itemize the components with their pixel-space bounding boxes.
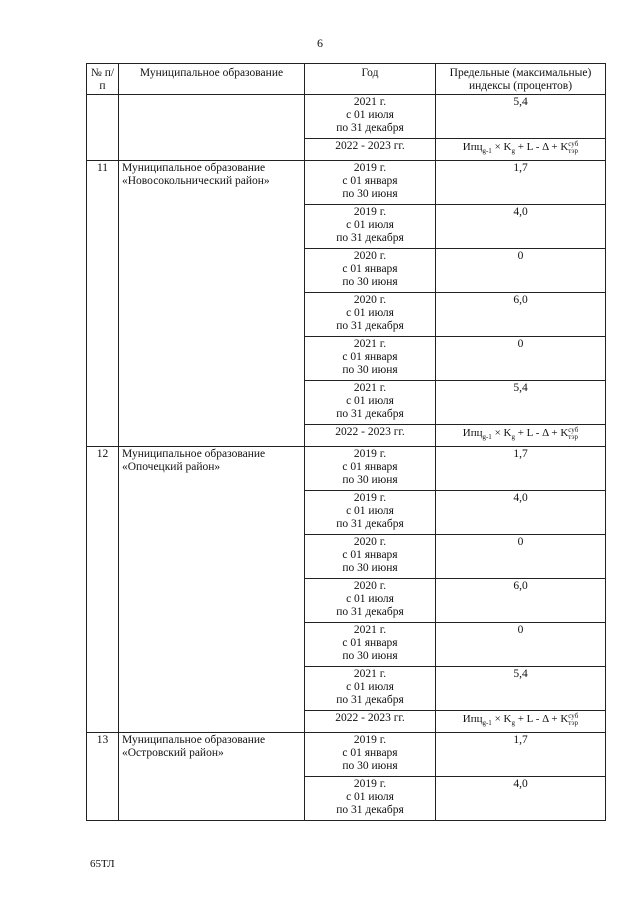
index-value: 6,0	[436, 293, 606, 337]
period-cell: 2022 - 2023 гг.	[305, 711, 436, 733]
municipality-name	[119, 95, 305, 161]
formula-k-sub: g	[511, 433, 515, 442]
index-value: 0	[436, 337, 606, 381]
table-row	[87, 447, 606, 491]
formula-sup: суб	[568, 425, 579, 434]
formula-mid: + L - Δ + K	[514, 713, 569, 726]
formula-sub: тэр	[568, 146, 579, 155]
table-row	[87, 161, 606, 205]
period-cell: 2022 - 2023 гг.	[305, 425, 436, 447]
index-value: 5,4	[436, 381, 606, 425]
formula-times: × K	[491, 141, 512, 154]
tariff-index-table	[86, 63, 606, 821]
formula-times: × K	[491, 427, 512, 440]
formula-prefix: Ипц	[462, 141, 483, 154]
document-code: 65ТЛ	[90, 858, 115, 870]
page-number: 6	[317, 36, 323, 50]
formula-sup: суб	[568, 139, 579, 148]
period-cell: 2019 г. с 01 июля по 31 декабря	[305, 205, 436, 249]
formula-prefix: Ипц	[462, 427, 483, 440]
period-cell: 2021 г. с 01 июля по 31 декабря	[305, 667, 436, 711]
municipality-name: Муниципальное образование «Новосокольнический район»	[119, 161, 305, 447]
index-formula-cell	[436, 139, 606, 161]
period-cell: 2019 г. с 01 января по 30 июня	[305, 733, 436, 777]
formula-sub: тэр	[568, 718, 579, 727]
index-value: 1,7	[436, 161, 606, 205]
formula-sup: суб	[568, 711, 579, 720]
table-row	[87, 733, 606, 777]
formula-prefix-sub: g-1	[482, 147, 492, 156]
period-cell: 2021 г. с 01 июля по 31 декабря	[305, 95, 436, 139]
formula-k-sub: g	[511, 147, 515, 156]
header-year: Год	[305, 64, 436, 95]
period-cell: 2021 г. с 01 января по 30 июня	[305, 337, 436, 381]
header-num: № п/п	[87, 64, 119, 95]
header-municipality: Муниципальное образование	[119, 64, 305, 95]
formula	[462, 425, 579, 442]
formula-prefix: Ипц	[462, 713, 483, 726]
municipality-name: Муниципальное образование «Островский район»	[119, 733, 305, 821]
period-cell: 2019 г. с 01 января по 30 июня	[305, 447, 436, 491]
period-cell: 2020 г. с 01 января по 30 июня	[305, 535, 436, 579]
row-number: 13	[87, 733, 119, 821]
formula-supsub	[568, 427, 578, 441]
formula-mid: + L - Δ + K	[514, 427, 569, 440]
period-cell: 2021 г. с 01 июля по 31 декабря	[305, 381, 436, 425]
period-cell: 2019 г. с 01 июля по 31 декабря	[305, 777, 436, 821]
formula	[462, 711, 579, 728]
index-value: 5,4	[436, 95, 606, 139]
header-index: Предельные (максимальные) индексы (процентов)	[436, 64, 606, 95]
table-row	[87, 95, 606, 139]
period-cell: 2022 - 2023 гг.	[305, 139, 436, 161]
row-number: 11	[87, 161, 119, 447]
formula-times: × K	[491, 713, 512, 726]
period-cell: 2020 г. с 01 января по 30 июня	[305, 249, 436, 293]
index-value: 1,7	[436, 733, 606, 777]
index-value: 0	[436, 623, 606, 667]
formula-k-sub: g	[511, 719, 515, 728]
formula-prefix-sub: g-1	[482, 433, 492, 442]
index-value: 4,0	[436, 491, 606, 535]
formula-supsub	[568, 141, 578, 155]
index-value: 0	[436, 535, 606, 579]
formula-sub: тэр	[568, 432, 579, 441]
formula-mid: + L - Δ + K	[514, 141, 569, 154]
period-cell: 2021 г. с 01 января по 30 июня	[305, 623, 436, 667]
period-cell: 2020 г. с 01 июля по 31 декабря	[305, 579, 436, 623]
formula-prefix-sub: g-1	[482, 719, 492, 728]
index-value: 5,4	[436, 667, 606, 711]
row-number	[87, 95, 119, 161]
formula	[462, 139, 579, 156]
index-value: 4,0	[436, 777, 606, 821]
index-formula-cell	[436, 425, 606, 447]
period-cell: 2019 г. с 01 января по 30 июня	[305, 161, 436, 205]
index-value: 1,7	[436, 447, 606, 491]
period-cell: 2019 г. с 01 июля по 31 декабря	[305, 491, 436, 535]
index-value: 6,0	[436, 579, 606, 623]
municipality-name: Муниципальное образование «Опочецкий район»	[119, 447, 305, 733]
row-number: 12	[87, 447, 119, 733]
index-formula-cell	[436, 711, 606, 733]
formula-supsub	[568, 713, 578, 727]
table-header-row	[87, 64, 606, 95]
period-cell: 2020 г. с 01 июля по 31 декабря	[305, 293, 436, 337]
index-value: 4,0	[436, 205, 606, 249]
index-value: 0	[436, 249, 606, 293]
